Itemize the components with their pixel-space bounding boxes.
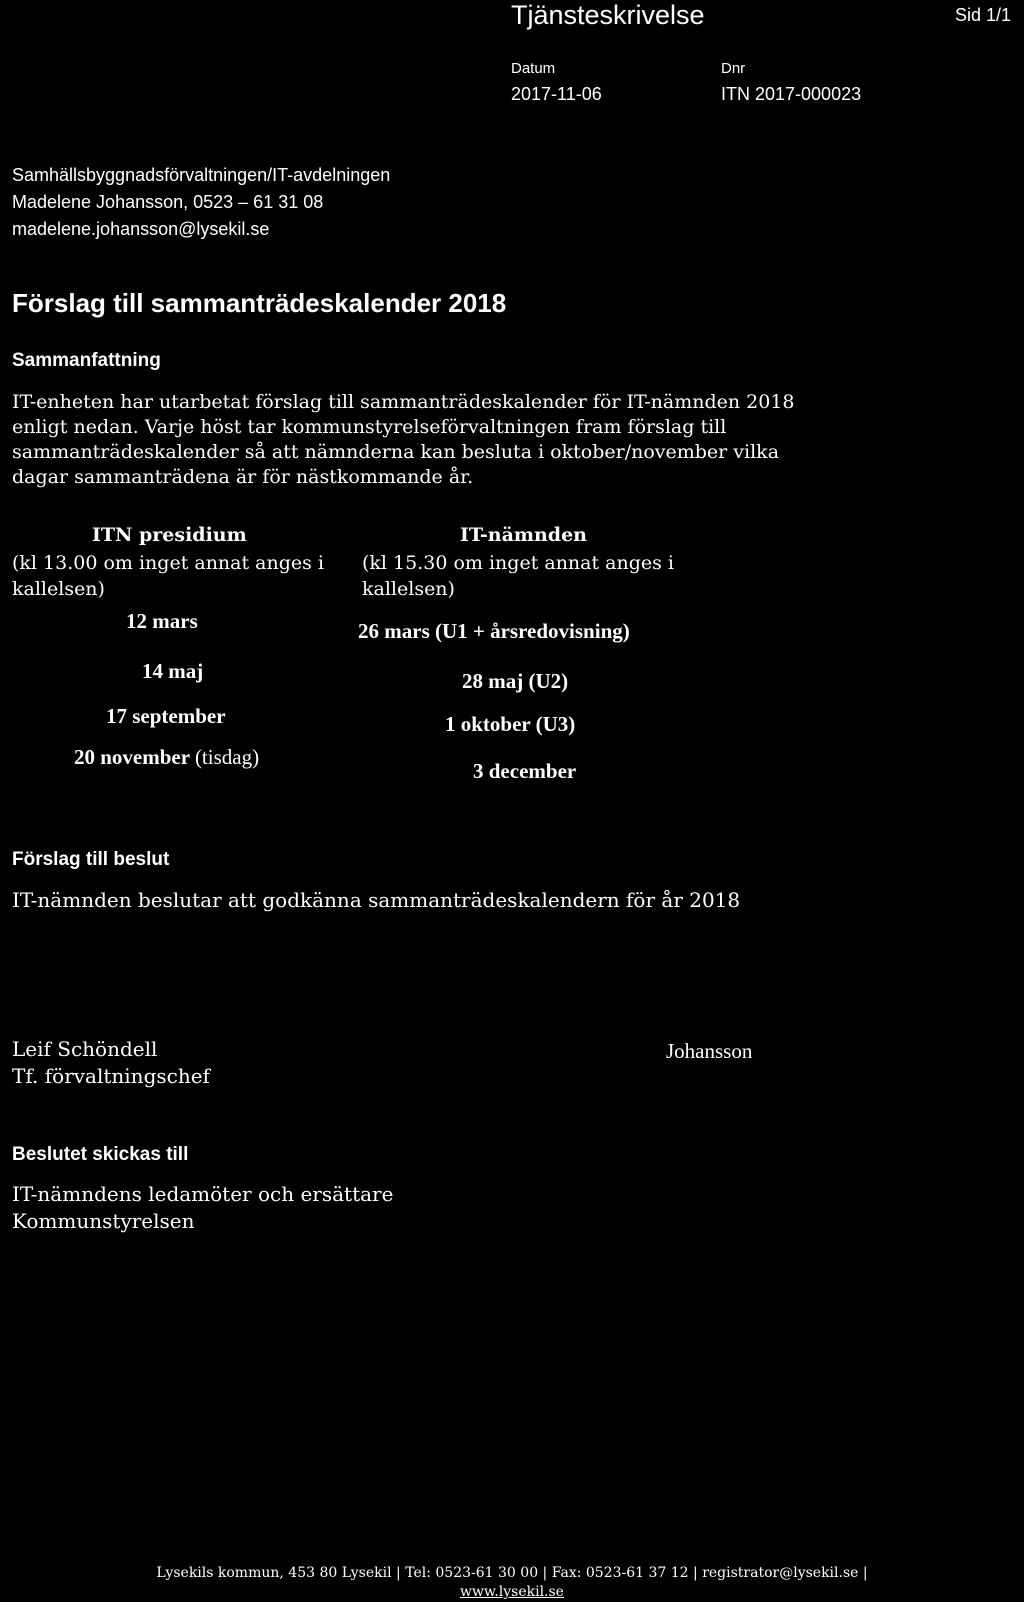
- summary-line: IT-enheten har utarbetat förslag till sammanträdeskalender för IT-nämnden 2018: [12, 391, 795, 413]
- decision-heading: Förslag till beslut: [12, 849, 170, 870]
- itn-date: 28 maj (U2): [462, 669, 569, 693]
- dnr-value: ITN 2017-000023: [721, 84, 862, 104]
- recipient: IT-nämndens ledamöter och ersättare: [12, 1182, 394, 1206]
- presidium-date: 14 maj: [142, 659, 204, 683]
- second-signer-name: Johansson: [666, 1039, 753, 1063]
- page-number: Sid 1/1: [955, 5, 1012, 25]
- summary-heading: Sammanfattning: [12, 350, 161, 371]
- footer: [0, 1564, 1024, 1602]
- presidium-date-suffix: (tisdag): [194, 745, 260, 769]
- itn-date: 26 mars (U1 + årsredovisning): [358, 619, 630, 643]
- itn-note-line2: kallelsen): [362, 578, 455, 600]
- page-title: Förslag till sammanträdeskalender 2018: [12, 288, 507, 318]
- presidium-date-last: 20 november (tisdag): [74, 745, 260, 769]
- itn-date: 3 december: [473, 759, 577, 783]
- signer-name: Leif Schöndell: [12, 1037, 158, 1061]
- recipient: Kommunstyrelsen: [12, 1209, 195, 1233]
- sender-contact: Madelene Johansson, 0523 – 61 31 08: [12, 192, 324, 212]
- signer-title: Tf. förvaltningschef: [12, 1064, 210, 1088]
- presidium-note-line2: kallelsen): [12, 578, 105, 600]
- sender-department: Samhällsbyggnadsförvaltningen/IT-avdelningen: [12, 165, 391, 185]
- summary-line: sammanträdeskalender så att nämnderna kan besluta i oktober/november vilka: [12, 441, 780, 463]
- footer-contact: Lysekils kommun, 453 80 Lysekil | Tel: 0523-61 30 00 | Fax: 0523-61 37 12 | registrator@lysekil.se |: [156, 1565, 868, 1581]
- dnr-label: Dnr: [721, 60, 746, 77]
- date-value: 2017-11-06: [511, 84, 602, 104]
- presidium-date: 12 mars: [126, 609, 198, 633]
- summary-line: dagar sammanträdena är för nästkommande år.: [12, 466, 474, 488]
- date-label: Datum: [511, 60, 556, 77]
- itn-note-line1: (kl 15.30 om inget annat anges i: [362, 552, 675, 574]
- presidium-heading: ITN presidium: [92, 524, 247, 546]
- presidium-note-line1: (kl 13.00 om inget annat anges i: [12, 552, 325, 574]
- summary-text: [12, 390, 892, 490]
- document-type: Tjänsteskrivelse: [511, 0, 705, 30]
- distribution-heading: Beslutet skickas till: [12, 1144, 189, 1165]
- decision-text: IT-nämnden beslutar att godkänna sammanträdeskalendern för år 2018: [12, 888, 741, 912]
- itn-heading: IT-nämnden: [460, 524, 587, 546]
- presidium-date: 17 september: [106, 704, 226, 728]
- sender-email: madelene.johansson@lysekil.se: [12, 219, 270, 239]
- footer-website-link[interactable]: www.lysekil.se: [460, 1584, 564, 1600]
- itn-date: 1 oktober (U3): [445, 712, 576, 736]
- summary-line: enligt nedan. Varje höst tar kommunstyrelseförvaltningen fram förslag till: [12, 416, 727, 438]
